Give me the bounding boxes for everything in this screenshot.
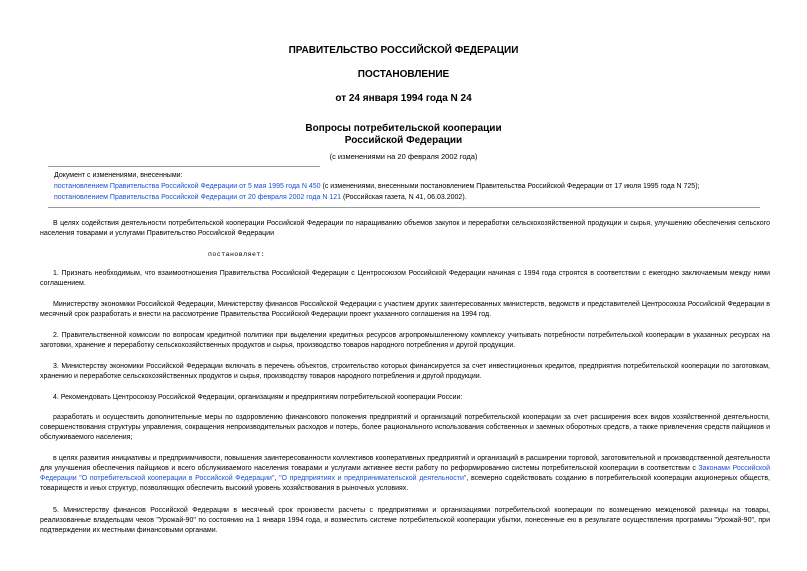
preamble-paragraph: В целях содействия деятельности потребительской кооперации Российской Федерации по наращиванию объемов закупок и переработки сельскохозяйственной продукции и сырья, улучшению обеспечения сельского населения товарами и услугами Правительство Российской Федерации	[40, 220, 770, 237]
law-link-enterprises[interactable]: "О предприятиях и предпринимательской деятельности"	[279, 475, 467, 482]
paragraph-4b-start: в целях развития инициативы и предприимчивости, повышения заинтересованности коллективов кооперативных предприятий и организаций в расширении торговой, заготовительной и производственной деятельности для улучшения обеспечения пайщиков и всего обслуживаемого населения товарами и услугами активнее вести работу по реформированию системы потребительской кооперации в соответствии с	[40, 455, 770, 472]
decrees-word: постановляет:	[208, 251, 266, 258]
amendment-item-1	[54, 181, 699, 192]
paragraph-4b-end: , всемерно содействовать созданию в потребительской кооперации акционерных обществ, товариществ и иных структур, позволяющих обеспечить высокий уровень хозяйствования в рыночных условиях.	[40, 475, 770, 492]
title-line-2: Российской Федерации	[344, 135, 463, 146]
paragraph-4a: разработать и осуществить дополнительные меры по оздоровлению финансового положения предприятий и организаций потребительской кооперации за счет расширения всех видов хозяйственной деятельности, совершенствования структуры управления, сокращения непроизводительных расходов и потерь, более рационального использования собственных и заемных оборотных средств, а также привлечения средств пайщиков и обслуживаемого населения;	[40, 414, 770, 441]
amendment-text-2: (Российская газета, N 41, 06.03.2002).	[341, 194, 467, 201]
paragraph-1b: Министерству экономики Российской Федерации, Министерству финансов Российской Федерации с участием других заинтересованных министерств, ведомств и представителей Центросоюза Российской Федерации в месячный срок разработать и внести на рассмотрение Правительства Российской Федерации проект указанного соглашения на 1994 год.	[40, 301, 770, 318]
divider-bottom	[48, 207, 760, 208]
document-title	[0, 123, 807, 147]
law-link-cooperation[interactable]: Законами Российской Федерации "О потребительской кооперации в Российской Федерации"	[40, 465, 770, 482]
revision-note: (с изменениями на 20 февраля 2002 года)	[329, 152, 478, 161]
government-heading: ПРАВИТЕЛЬСТВО РОССИЙСКОЙ ФЕДЕРАЦИИ	[288, 45, 519, 56]
paragraph-3: 3. Министерству экономики Российской Федерации включать в перечень объектов, строительство которых финансируется за счет инвестиционных кредитов, предприятия потребительской кооперации по заготовкам, хранению и переработке сельскохозяйственных продуктов и сырья, производству товаров народного потребления и другой продукции.	[40, 363, 770, 380]
amendment-link-2[interactable]: постановлением Правительства Российской Федерации от 20 февраля 2002 года N 121	[54, 194, 341, 201]
paragraph-4b	[40, 454, 770, 494]
document-date-number: от 24 января 1994 года N 24	[335, 93, 472, 104]
amendment-link-1[interactable]: постановлением Правительства Российской Федерации от 5 мая 1995 года N 450	[54, 183, 321, 190]
paragraph-4b-sep: ,	[274, 475, 280, 482]
paragraph-4: 4. Рекомендовать Центросоюзу Российской Федерации, организациям и предприятиям потребительской кооперации России:	[53, 394, 463, 401]
amendments-label: Документ с изменениями, внесенными:	[54, 172, 183, 179]
divider-top	[48, 166, 320, 167]
title-line-1: Вопросы потребительской кооперации	[305, 123, 502, 134]
paragraph-1: 1. Признать необходимым, что взаимоотношения Правительства Российской Федерации с Центросоюзом Российской Федерации начиная с 1994 года строятся в соответствии с ежегодно заключаемым между ними соглашением.	[40, 270, 770, 287]
amendment-text-1: (с изменениями, внесенными постановлением Правительства Российской Федерации от 17 июля 1995 года N 725);	[320, 183, 700, 190]
paragraph-2: 2. Правительственной комиссии по вопросам кредитной политики при выделении кредитных ресурсов агропромышленному комплексу учитывать потребности потребительской кооперации в указанных ресурсах на заготовки, хранение и переработку сельскохозяйственных продуктов и сырья, производство товаров народного потребления и другой продукции.	[40, 332, 770, 349]
paragraph-5: 5. Министерству финансов Российской Федерации в месячный срок произвести расчеты с предприятиями и организациями потребительской кооперации по возмещению межценовой разницы на товары, реализованные владельцам чеков "Урожай-90" по состоянию на 1 января 1994 года, и возместить системе потребительской кооперации убытки, понесенные ею в результате осуществления программы "Урожай-90", при подтверждении их местными финансовыми органами.	[40, 507, 770, 534]
amendment-item-2	[54, 192, 467, 203]
document-type: ПОСТАНОВЛЕНИЕ	[357, 69, 450, 80]
